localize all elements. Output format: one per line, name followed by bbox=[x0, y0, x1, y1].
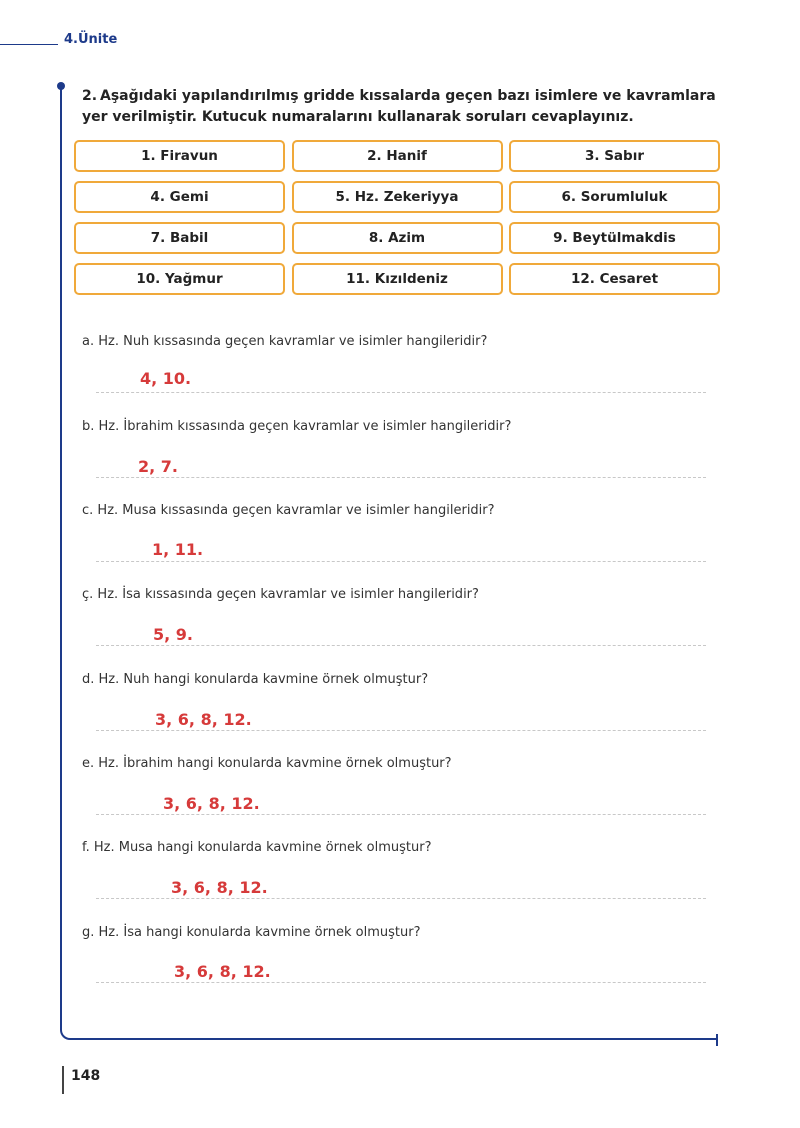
grid-cell: 12. Cesaret bbox=[509, 263, 720, 295]
question-text: Aşağıdaki yapılandırılmış gridde kıssalarda geçen bazı isimlere ve kavramlara yer verilmiştir. Kutucuk numaralarını kullanarak soruları cevaplayınız. bbox=[82, 88, 716, 125]
question-item-c-cedilla bbox=[82, 587, 706, 644]
item-question: a. Hz. Nuh kıssasında geçen kavramlar ve isimler hangileridir? bbox=[82, 334, 488, 349]
question-item-b bbox=[82, 419, 706, 476]
answer-line bbox=[96, 477, 706, 478]
grid-cell: 11. Kızıldeniz bbox=[292, 263, 503, 295]
item-answer: 3, 6, 8, 12. bbox=[163, 794, 260, 813]
answer-line bbox=[96, 898, 706, 899]
item-answer: 1, 11. bbox=[152, 540, 204, 559]
grid-cell: 8. Azim bbox=[292, 222, 503, 254]
item-question: d. Hz. Nuh hangi konularda kavmine örnek olmuştur? bbox=[82, 672, 429, 687]
concept-grid bbox=[74, 140, 720, 295]
grid-cell: 4. Gemi bbox=[74, 181, 285, 213]
grid-cell: 5. Hz. Zekeriyya bbox=[292, 181, 503, 213]
answer-line bbox=[96, 561, 706, 562]
answer-line bbox=[96, 982, 706, 983]
answer-line bbox=[96, 392, 706, 393]
frame-end-tick bbox=[716, 1034, 718, 1046]
item-question: e. Hz. İbrahim hangi konularda kavmine örnek olmuştur? bbox=[82, 756, 452, 771]
item-question: ç. Hz. İsa kıssasında geçen kavramlar ve isimler hangileridir? bbox=[82, 587, 479, 602]
grid-cell: 1. Firavun bbox=[74, 140, 285, 172]
item-question: g. Hz. İsa hangi konularda kavmine örnek olmuştur? bbox=[82, 925, 421, 940]
question-item-f bbox=[82, 840, 706, 897]
answer-line bbox=[96, 645, 706, 646]
grid-cell: 7. Babil bbox=[74, 222, 285, 254]
item-question: c. Hz. Musa kıssasında geçen kavramlar ve isimler hangileridir? bbox=[82, 503, 495, 518]
question-item-g bbox=[82, 925, 706, 981]
grid-cell: 6. Sorumluluk bbox=[509, 181, 720, 213]
item-question: b. Hz. İbrahim kıssasında geçen kavramlar ve isimler hangileridir? bbox=[82, 419, 512, 434]
answer-line bbox=[96, 730, 706, 731]
grid-cell: 10. Yağmur bbox=[74, 263, 285, 295]
question-item-a bbox=[82, 334, 706, 388]
question-number: 2. bbox=[82, 88, 98, 104]
unit-divider bbox=[0, 44, 58, 45]
item-question: f. Hz. Musa hangi konularda kavmine örnek olmuştur? bbox=[82, 840, 432, 855]
grid-cell: 3. Sabır bbox=[509, 140, 720, 172]
item-answer: 3, 6, 8, 12. bbox=[174, 962, 271, 981]
question-item-e bbox=[82, 756, 706, 813]
answer-line bbox=[96, 814, 706, 815]
question-item-c bbox=[82, 503, 706, 559]
question-prompt bbox=[82, 86, 722, 128]
item-answer: 3, 6, 8, 12. bbox=[155, 710, 252, 729]
item-answer: 2, 7. bbox=[138, 457, 178, 476]
item-answer: 5, 9. bbox=[153, 625, 193, 644]
page-number-bar bbox=[62, 1066, 64, 1094]
item-answer: 4, 10. bbox=[140, 369, 192, 388]
item-answer: 3, 6, 8, 12. bbox=[171, 878, 268, 897]
grid-cell: 9. Beytülmakdis bbox=[509, 222, 720, 254]
grid-cell: 2. Hanif bbox=[292, 140, 503, 172]
question-item-d bbox=[82, 672, 706, 729]
unit-label: 4.Ünite bbox=[64, 32, 118, 47]
page-number: 148 bbox=[71, 1068, 101, 1084]
frame-dot bbox=[57, 82, 65, 90]
